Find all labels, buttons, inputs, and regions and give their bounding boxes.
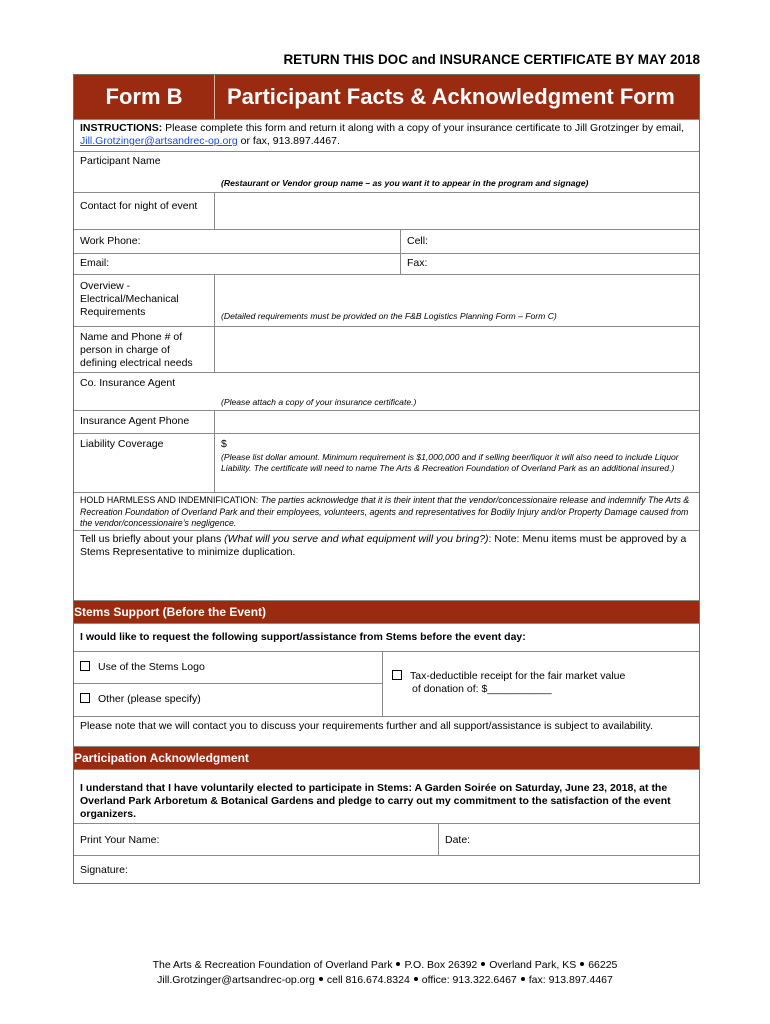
participant-name-note: (Restaurant or Vendor group name – as you want it to appear in the program and signage)	[221, 178, 589, 188]
footer	[0, 958, 770, 988]
footer-city: Overland Park, KS	[489, 959, 577, 971]
cell-field[interactable]: Cell:	[407, 235, 429, 247]
participant-form	[73, 74, 700, 884]
bullet-icon	[481, 962, 485, 966]
option-logo[interactable]	[74, 652, 382, 684]
overview-label: Overview - Electrical/Mechanical Requirements	[74, 275, 215, 326]
bullet-icon	[414, 977, 418, 981]
liability-note: (Please list dollar amount. Minimum requirement is $1,000,000 and if selling beer/liquor it will also need to include Liquor Liability. The certificate will need to name The Arts & Recreation Foundation of Overland Park as an additional insured.)	[221, 452, 679, 473]
support-options-row	[74, 651, 699, 716]
support-options-left	[74, 652, 383, 716]
footer-zip: 66225	[588, 959, 618, 971]
instructions	[74, 120, 699, 151]
support-note-row	[74, 716, 699, 746]
insurance-agent-label: Co. Insurance Agent	[80, 377, 176, 389]
receipt-checkbox[interactable]	[392, 670, 402, 680]
fax-field[interactable]: Fax:	[407, 257, 428, 269]
form-header	[74, 75, 699, 119]
support-request-text: I would like to request the following support/assistance from Stems before the event day:	[80, 631, 526, 643]
other-checkbox[interactable]	[80, 693, 90, 703]
option-receipt-amount: of donation of: $___________	[412, 683, 552, 695]
hold-harmless	[74, 493, 699, 530]
bullet-icon	[580, 962, 584, 966]
electrical-contact-row	[74, 326, 699, 372]
electrical-contact-label: Name and Phone # of person in charge of defining electrical needs	[74, 327, 215, 372]
support-section-header: Stems Support (Before the Event)	[74, 600, 699, 623]
participant-name-label: Participant Name	[80, 155, 161, 167]
participant-name-row	[74, 151, 699, 192]
acknowledgment-row	[74, 769, 699, 823]
option-receipt-label: Tax-deductible receipt for the fair market value	[410, 670, 626, 682]
footer-address	[0, 958, 770, 973]
liability-label: Liability Coverage	[74, 434, 215, 492]
plans-row	[74, 530, 699, 600]
bullet-icon	[396, 962, 400, 966]
acknowledgment-text: I understand that I have voluntarily elected to participate in Stems: A Garden Soirée on Saturday, June 23, 2018, at the Overland Park Arboretum & Botanical Gardens and pledge to carry out my commitment to the satisfaction of the event organizers.	[80, 782, 671, 820]
signature-field[interactable]: Signature:	[80, 864, 128, 876]
footer-cell: cell 816.674.8324	[326, 974, 410, 986]
footer-org: The Arts & Recreation Foundation of Overland Park	[152, 959, 393, 971]
electrical-contact-input[interactable]	[215, 327, 699, 372]
bullet-icon	[319, 977, 323, 981]
logo-checkbox[interactable]	[80, 661, 90, 671]
insurance-agent-row	[74, 372, 699, 410]
footer-office: office: 913.322.6467	[421, 974, 517, 986]
hold-harmless-label: HOLD HARMLESS AND INDEMNIFICATION:	[80, 495, 259, 505]
hold-harmless-row	[74, 492, 699, 530]
insurance-phone-label: Insurance Agent Phone	[74, 411, 215, 433]
instructions-text-end: or fax, 913.897.4467.	[237, 135, 340, 147]
support-note: Please note that we will contact you to discuss your requirements further and all support/assistance is subject to availability.	[80, 720, 653, 732]
footer-email[interactable]: Jill.Grotzinger@artsandrec-op.org	[157, 974, 315, 986]
instructions-row	[74, 119, 699, 151]
participant-name-field[interactable]	[74, 152, 699, 192]
liability-input[interactable]	[215, 434, 699, 492]
form-label: Form B	[74, 75, 215, 119]
date-field[interactable]: Date:	[445, 834, 471, 846]
footer-po-box: P.O. Box 26392	[404, 959, 478, 971]
insurance-agent-field[interactable]	[74, 373, 699, 410]
acknowledgment-section-header: Participation Acknowledgment	[74, 746, 699, 769]
phone-row	[74, 229, 699, 253]
form-title: Participant Facts & Acknowledgment Form	[227, 84, 675, 109]
plans-text: Tell us briefly about your plans	[80, 533, 225, 545]
liability-dollar: $	[221, 438, 227, 450]
footer-contact	[0, 973, 770, 988]
overview-row	[74, 274, 699, 326]
contact-night-label: Contact for night of event	[74, 193, 215, 229]
insurance-note: (Please attach a copy of your insurance certificate.)	[221, 397, 417, 407]
plans-note: : Note: Menu items must be approved by a Stems Representative to minimize duplication.	[80, 533, 687, 558]
instructions-text: Please complete this form and return it along with a copy of your insurance certificate to Jill Grotzinger by email,	[162, 122, 684, 134]
option-logo-label: Use of the Stems Logo	[98, 661, 205, 673]
plans-italic: (What will you serve and what equipment will you bring?)	[224, 533, 489, 545]
plans-field[interactable]	[74, 531, 699, 600]
insurance-phone-input[interactable]	[215, 411, 699, 433]
bullet-icon	[521, 977, 525, 981]
name-date-row	[74, 823, 699, 855]
option-other-label: Other (please specify)	[98, 693, 201, 705]
signature-row	[74, 855, 699, 883]
return-deadline-title: RETURN THIS DOC and INSURANCE CERTIFICATE BY MAY 2018	[283, 52, 700, 67]
support-request-row	[74, 623, 699, 651]
print-name-field[interactable]: Print Your Name:	[74, 824, 439, 855]
overview-input[interactable]	[215, 275, 699, 326]
liability-row	[74, 433, 699, 492]
instructions-email-link[interactable]: Jill.Grotzinger@artsandrec-op.org	[80, 135, 238, 147]
contact-night-row	[74, 192, 699, 229]
overview-note: (Detailed requirements must be provided on the F&B Logistics Planning Form – Form C)	[221, 311, 557, 321]
work-phone-field[interactable]: Work Phone:	[74, 230, 401, 253]
hold-harmless-text: The parties acknowledge that it is their intent that the vendor/concessionaire release and indemnify The Arts & Recreation Foundation of Overland Park and their employees, volunteers, agents and representatives for Bodily Injury and/or Property Damage caused from the vendor/concessionaire’s negligence.	[80, 495, 690, 528]
instructions-label: INSTRUCTIONS:	[80, 122, 163, 134]
insurance-phone-row	[74, 410, 699, 433]
contact-night-input[interactable]	[215, 193, 699, 229]
email-field[interactable]: Email:	[74, 254, 401, 274]
option-other[interactable]	[74, 684, 382, 716]
option-receipt[interactable]	[383, 652, 699, 716]
footer-fax: fax: 913.897.4467	[528, 974, 613, 986]
email-row	[74, 253, 699, 274]
